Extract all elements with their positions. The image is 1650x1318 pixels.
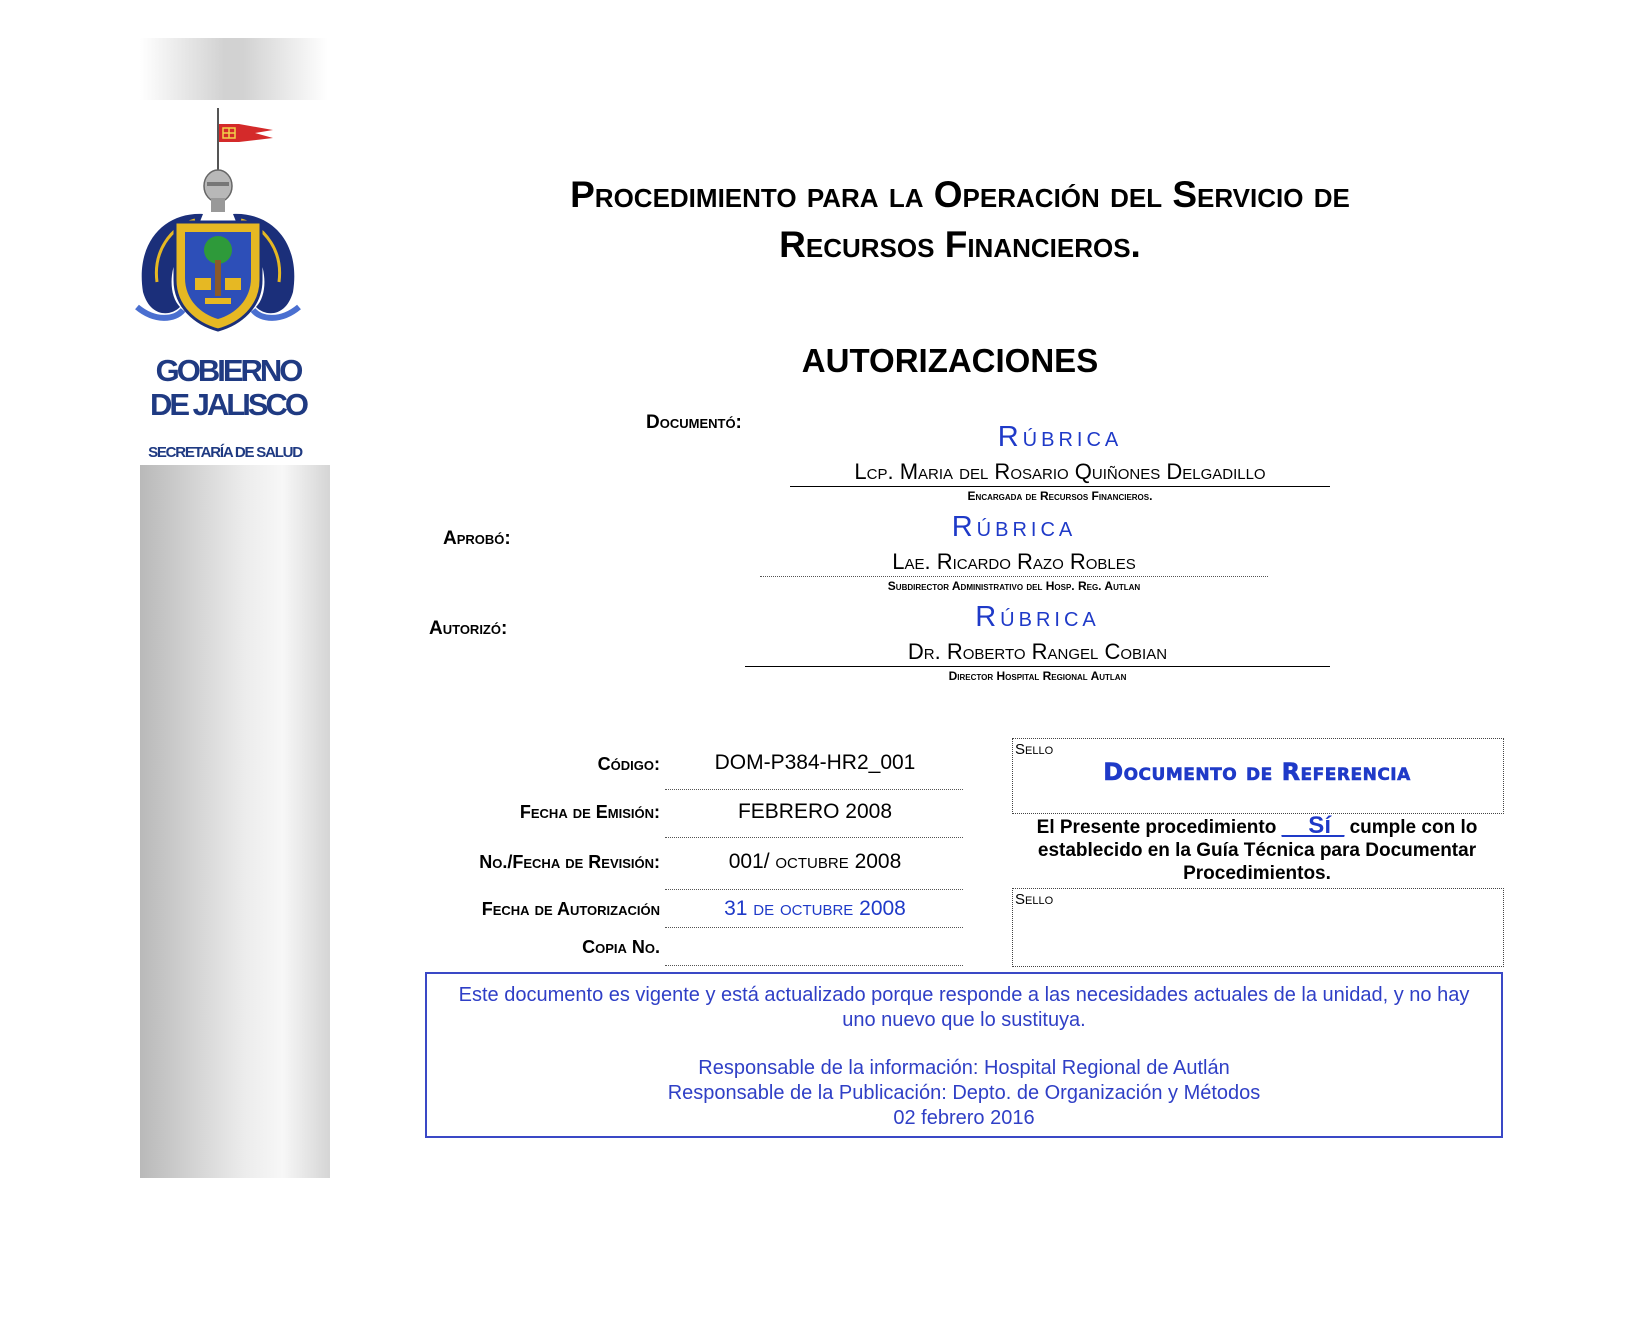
- signature-role-documento: Documentó:: [646, 412, 742, 433]
- signer-name-aprobo: Lae. Ricardo Razo Robles: [892, 549, 1136, 574]
- stamp-label-second: Sello: [1015, 891, 1054, 908]
- notice-info-responsible: Responsable de la información: Hospital Regional de Autlán: [698, 1057, 1230, 1079]
- revision-rule: [665, 889, 963, 890]
- jalisco-coat-of-arms-logo: [125, 102, 305, 352]
- compliance-text-post: cumple con lo establecido en la Guía Técnica para Documentar Procedimientos.: [1037, 817, 1478, 884]
- signer-name-documento: Lcp. Maria del Rosario Quiñones Delgadillo: [854, 459, 1266, 484]
- signer-position-aprobo: Subdirector Administrativo del Hosp. Reg. Autlan: [887, 579, 1141, 593]
- codigo-value: DOM-P384-HR2_001: [714, 751, 916, 774]
- notice-publication-responsible: Responsable de la Publicación: Depto. de Organización y Métodos: [667, 1082, 1261, 1104]
- signer-position-documento: Encargada de Recursos Financieros.: [967, 489, 1153, 503]
- signature-role-aprobo: Aprobó:: [443, 528, 511, 549]
- signature-rubrica-aprobo: Rúbrica: [951, 511, 1077, 543]
- revision-label: No./Fecha de Revisión:: [479, 852, 660, 872]
- emision-value: FEBRERO 2008: [737, 800, 893, 823]
- signature-line-documento: [790, 486, 1330, 487]
- signature-rubrica-documento: Rúbrica: [997, 421, 1123, 453]
- compliance-answer: __Sí_: [1281, 812, 1345, 839]
- document-title-line2: Recursos Financieros.: [779, 224, 1141, 265]
- autorizacion-value: 31 de octubre 2008: [724, 897, 906, 920]
- revision-value: 001/ octubre 2008: [728, 850, 902, 873]
- signature-line-aprobo: [760, 576, 1268, 577]
- signature-rubrica-autorizo: Rúbrica: [975, 601, 1100, 633]
- copia-rule: [665, 965, 963, 966]
- government-name-line1: GOBIERNO: [155, 353, 301, 388]
- emision-label: Fecha de Emisión:: [519, 802, 660, 822]
- signer-name-autorizo: Dr. Roberto Rangel Cobian: [907, 639, 1168, 664]
- secretaria-name: SECRETARÍA DE SALUD: [148, 444, 302, 461]
- autorizacion-rule: [665, 927, 963, 928]
- stamp-box-second: [1012, 888, 1504, 967]
- document-title-line1: Procedimiento para la Operación del Servicio de: [570, 174, 1350, 215]
- signature-line-autorizo: [745, 666, 1330, 667]
- reference-document-stamp: Documento de Referencia: [1103, 758, 1411, 786]
- compliance-statement: [1012, 814, 1502, 885]
- validity-notice: [425, 972, 1503, 1138]
- codigo-label: Código:: [597, 754, 660, 774]
- signer-position-autorizo: Director Hospital Regional Autlan: [948, 669, 1127, 683]
- notice-date: 02 febrero 2016: [893, 1107, 1035, 1129]
- document-title: [430, 170, 1490, 270]
- codigo-rule: [665, 789, 963, 790]
- signature-role-autorizo: Autorizó:: [429, 618, 508, 639]
- authorizations-heading: AUTORIZACIONES: [801, 342, 1099, 379]
- sidebar-header-gradient: [140, 38, 328, 100]
- notice-validity-text: Este documento es vigente y está actualizado porque responde a las necesidades actuales de la unidad, y no hay uno nuevo que lo sustituya.: [458, 984, 1470, 1031]
- copia-label: Copia No.: [582, 937, 660, 957]
- compliance-text-pre: El Presente procedimiento: [1036, 817, 1282, 838]
- autorizacion-label: Fecha de Autorización: [481, 899, 660, 919]
- government-name-line2: DE JALISCO: [149, 387, 307, 422]
- sidebar-gradient-bar: [140, 465, 330, 1178]
- emision-rule: [665, 837, 963, 838]
- stamp-label-reference: Sello: [1015, 741, 1054, 758]
